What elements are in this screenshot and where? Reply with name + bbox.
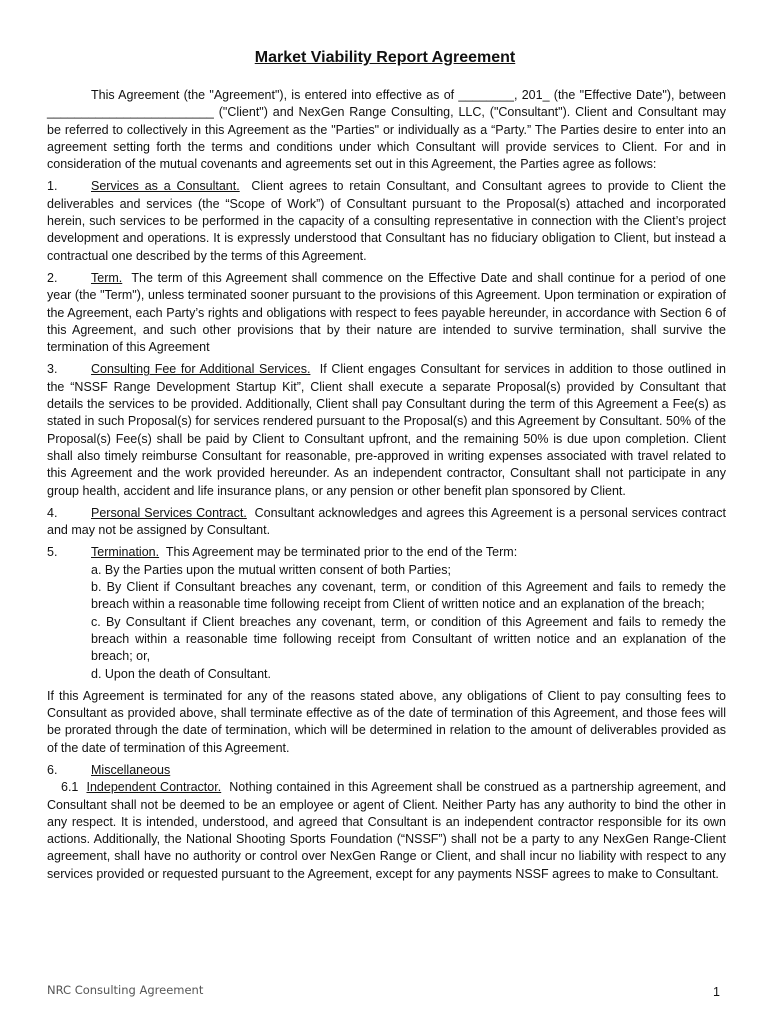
section-1 bbox=[47, 178, 726, 264]
termination-item-d: d. Upon the death of Consultant. bbox=[91, 666, 271, 681]
section-text: If Client engages Consultant for services in addition to those outlined in the “NSSF Range Development Startup Kit”, Client shall execute a separate Proposal(s) provided by Consultant that details the services to be provided. Additionally, Client shall pay Consultant during the term of this Agreement a Fee(s) as stated in such Proposal(s) for services rendered pursuant to the Proposal(s) and this Agreement by Consultant. 50% of the Proposal(s) Fee(s) shall be paid by Client to Consultant upfront, and the remaining 50% is due upon completion. Client shall also timely reimburse Consultant for reasonable, pre-approved in writing expenses associated with travel related to this Agreement and the work provided hereunder. As an independent contractor, Consultant shall not participate in any group health, accident and life insurance plans, or any pension or other benefit plan sponsored by Client. bbox=[47, 362, 726, 498]
intro-paragraph: This Agreement (the "Agreement"), is entered into effective as of ________, 201_ (the "Effective Date"), between ________________________ ("Client") and NexGen Range Consulting, LLC, ("Consultant"). Client and Consultant may be referred to collectively in this Agreement as the "Parties" or individually as a “Party.” The Parties desire to enter into an agreement setting forth the terms and conditions under which Consultant will provide services to Client. For and in consideration of the mutual covenants and agreements set out in this Agreement, the Parties agree as follows: bbox=[47, 88, 726, 172]
section-text: The term of this Agreement shall commence on the Effective Date and shall continue for a period of one year (the "Term"), unless terminated sooner pursuant to the provisions of this Agreement. Upon termination or expiration of the Agreement, each Party’s rights and obligations with respect to fees payable hereunder, in accordance with Section 6 of this Agreement, and such other provisions that by their nature are intended to survive termination, shall survive the termination of this Agreement bbox=[47, 270, 726, 355]
footer-label: NRC Consulting Agreement bbox=[47, 983, 204, 997]
subsection-number: 6.1 bbox=[61, 780, 79, 795]
section-6-heading-line bbox=[47, 762, 726, 779]
section-number: 1. bbox=[47, 179, 58, 194]
document-body bbox=[47, 87, 726, 888]
section-4 bbox=[47, 505, 726, 540]
section-heading: Term. bbox=[91, 270, 123, 285]
section-number: 5. bbox=[47, 545, 58, 560]
section-3 bbox=[47, 361, 726, 499]
section-number: 2. bbox=[47, 270, 58, 285]
document-title: Market Viability Report Agreement bbox=[254, 49, 516, 66]
section-heading: Termination. bbox=[91, 545, 160, 560]
section-heading: Personal Services Contract. bbox=[91, 505, 247, 520]
page-number: 1 bbox=[713, 985, 720, 999]
section-number: 3. bbox=[47, 362, 58, 377]
termination-item-a: a. By the Parties upon the mutual written consent of both Parties; bbox=[91, 562, 451, 577]
termination-item-c: c. By Consultant if Client breaches any covenant, term, or condition of this Agreement and fails to remedy the breach within a reasonable time following receipt from Consultant of written notice and an explanation of the breach; or, bbox=[91, 614, 726, 664]
section-number: 6. bbox=[47, 762, 58, 777]
subsection-6-1 bbox=[47, 779, 726, 883]
section-2 bbox=[47, 270, 726, 356]
termination-paragraph: If this Agreement is terminated for any of the reasons stated above, any obligations of Client to pay consulting fees to Consultant as provided above, shall terminate effective as of the date of termination of this Agreement, and those fees will be prorated through the date of termination, which will be determined in relation to the amount of deliverables provided as of the date of termination of this Agreement. bbox=[47, 688, 726, 755]
section-text: Client agrees to retain Consultant, and Consultant agrees to provide to Client the deliverables and services (the “Scope of Work”) of Consultant pursuant to the Proposal(s) attached and incorporated herein, such services to be performed in the capacity of a consulting representative in connection with the Client’s project development and operations. It is expressly understood that Consultant has no fiduciary obligation to Client, but instead a contractual one described by the terms of this Agreement. bbox=[47, 179, 726, 263]
section-number: 4. bbox=[47, 505, 58, 520]
section-6 bbox=[47, 762, 726, 883]
subsection-heading: Independent Contractor. bbox=[86, 780, 222, 795]
section-heading: Consulting Fee for Additional Services. bbox=[91, 362, 311, 377]
section-5 bbox=[47, 544, 726, 682]
section-text: This Agreement may be terminated prior to the end of the Term: bbox=[165, 545, 518, 560]
section-heading: Services as a Consultant. bbox=[91, 179, 240, 194]
section-heading: Miscellaneous bbox=[91, 762, 171, 777]
subsection-text: Nothing contained in this Agreement shall be construed as a partnership agreement, and Consultant shall not be deemed to be an employee or agent of Client. Neither Party has any authority to bind the other in any respect. It is intended, understood, and agreed that Consultant is an independent contractor responsible for its own actions. Additionally, the National Shooting Sports Foundation (“NSSF”) shall not be a party to any NexGen Range-Client agreement, shall have no authority or control over NexGen Range or Client, and shall incur no liability with respect to any services provided or requested pursuant to the Agreement, except for any payments NSSF agrees to make to Consultant. bbox=[47, 780, 727, 881]
section-5-lead bbox=[47, 544, 726, 561]
section-text: Consultant acknowledges and agrees this Agreement is a personal services contract and may not be assigned by Consultant. bbox=[47, 505, 726, 538]
termination-item-b: b. By Client if Consultant breaches any covenant, term, or condition of this Agreement and fails to remedy the breach within a reasonable time following receipt from Client of written notice and an explanation of the breach; bbox=[91, 580, 726, 612]
